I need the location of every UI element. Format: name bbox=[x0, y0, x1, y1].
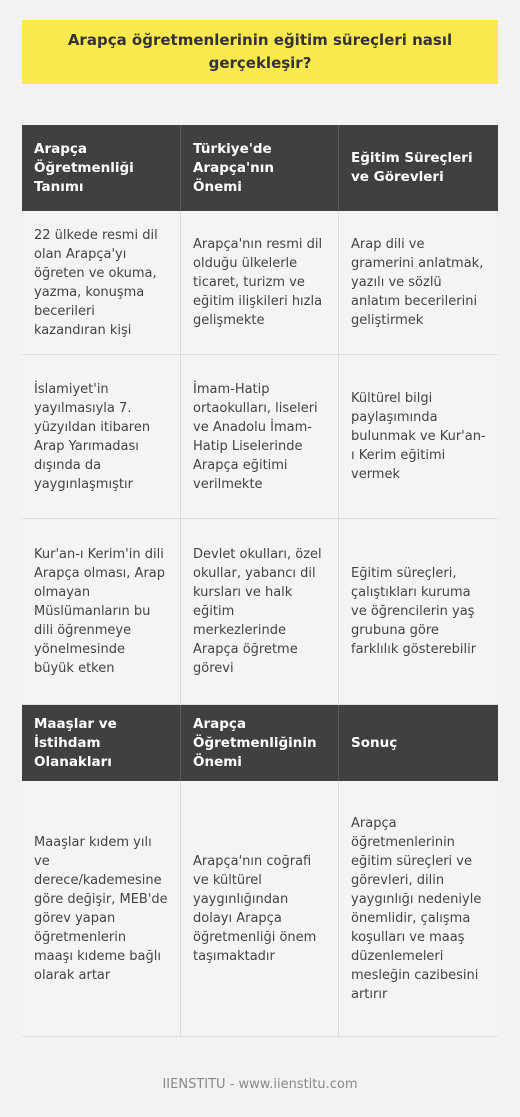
table-cell: Eğitim süreçleri, çalıştıkları kuruma ve öğrencilerin yaş grubuna göre farklılık gösterebilir bbox=[339, 519, 498, 705]
table-cell: Arapça'nın coğrafi ve kültürel yaygınlığından dolayı Arapça öğretmenliği önem taşımaktadır bbox=[181, 781, 339, 1037]
table-header-cell: Eğitim Süreçleri ve Görevleri bbox=[339, 125, 498, 211]
table-cell: Devlet okulları, özel okullar, yabancı dil kursları ve halk eğitim merkezlerinde Arapça öğretme görevi bbox=[181, 519, 339, 705]
table-header-cell: Türkiye'de Arapça'nın Önemi bbox=[181, 125, 339, 211]
table-header-cell: Arapça Öğretmenliğinin Önemi bbox=[181, 705, 339, 781]
info-table bbox=[22, 125, 498, 1037]
table-cell: İslamiyet'in yayılmasıyla 7. yüzyıldan itibaren Arap Yarımadası dışında da yaygınlaşmıştır bbox=[22, 355, 181, 519]
footer-credit: IIENSTITU - www.iienstitu.com bbox=[162, 1077, 358, 1092]
table-cell: Kültürel bilgi paylaşımında bulunmak ve Kur'an-ı Kerim eğitimi vermek bbox=[339, 355, 498, 519]
table-header-cell: Maaşlar ve İstihdam Olanakları bbox=[22, 705, 181, 781]
table-cell: İmam-Hatip ortaokulları, liseleri ve Anadolu İmam-Hatip Liselerinde Arapça eğitimi verilmekte bbox=[181, 355, 339, 519]
table-cell: 22 ülkede resmi dil olan Arapça'yı öğreten ve okuma, yazma, konuşma becerileri kazandıran kişi bbox=[22, 211, 181, 355]
table-cell: Maaşlar kıdem yılı ve derece/kademesine göre değişir, MEB'de görev yapan öğretmenlerin maaşı kıdeme bağlı olarak artar bbox=[22, 781, 181, 1037]
table-cell: Arap dili ve gramerini anlatmak, yazılı ve sözlü anlatım becerilerini geliştirmek bbox=[339, 211, 498, 355]
table-header-cell: Arapça Öğretmenliği Tanımı bbox=[22, 125, 181, 211]
table-cell: Arapça'nın resmi dil olduğu ülkelerle ticaret, turizm ve eğitim ilişkileri hızla gelişmekte bbox=[181, 211, 339, 355]
page-title: Arapça öğretmenlerinin eğitim süreçleri nasıl gerçekleşir? bbox=[67, 31, 453, 72]
table-cell: Arapça öğretmenlerinin eğitim süreçleri ve görevleri, dilin yaygınlığı nedeniyle önemlidir, çalışma koşulları ve maaş düzenlemeleri mesleğin cazibesini artırır bbox=[339, 781, 498, 1037]
title-banner bbox=[22, 20, 498, 84]
table-header-cell: Sonuç bbox=[339, 705, 498, 781]
table-cell: Kur'an-ı Kerim'in dili Arapça olması, Arap olmayan Müslümanların bu dili öğrenmeye yönelmesinde büyük etken bbox=[22, 519, 181, 705]
